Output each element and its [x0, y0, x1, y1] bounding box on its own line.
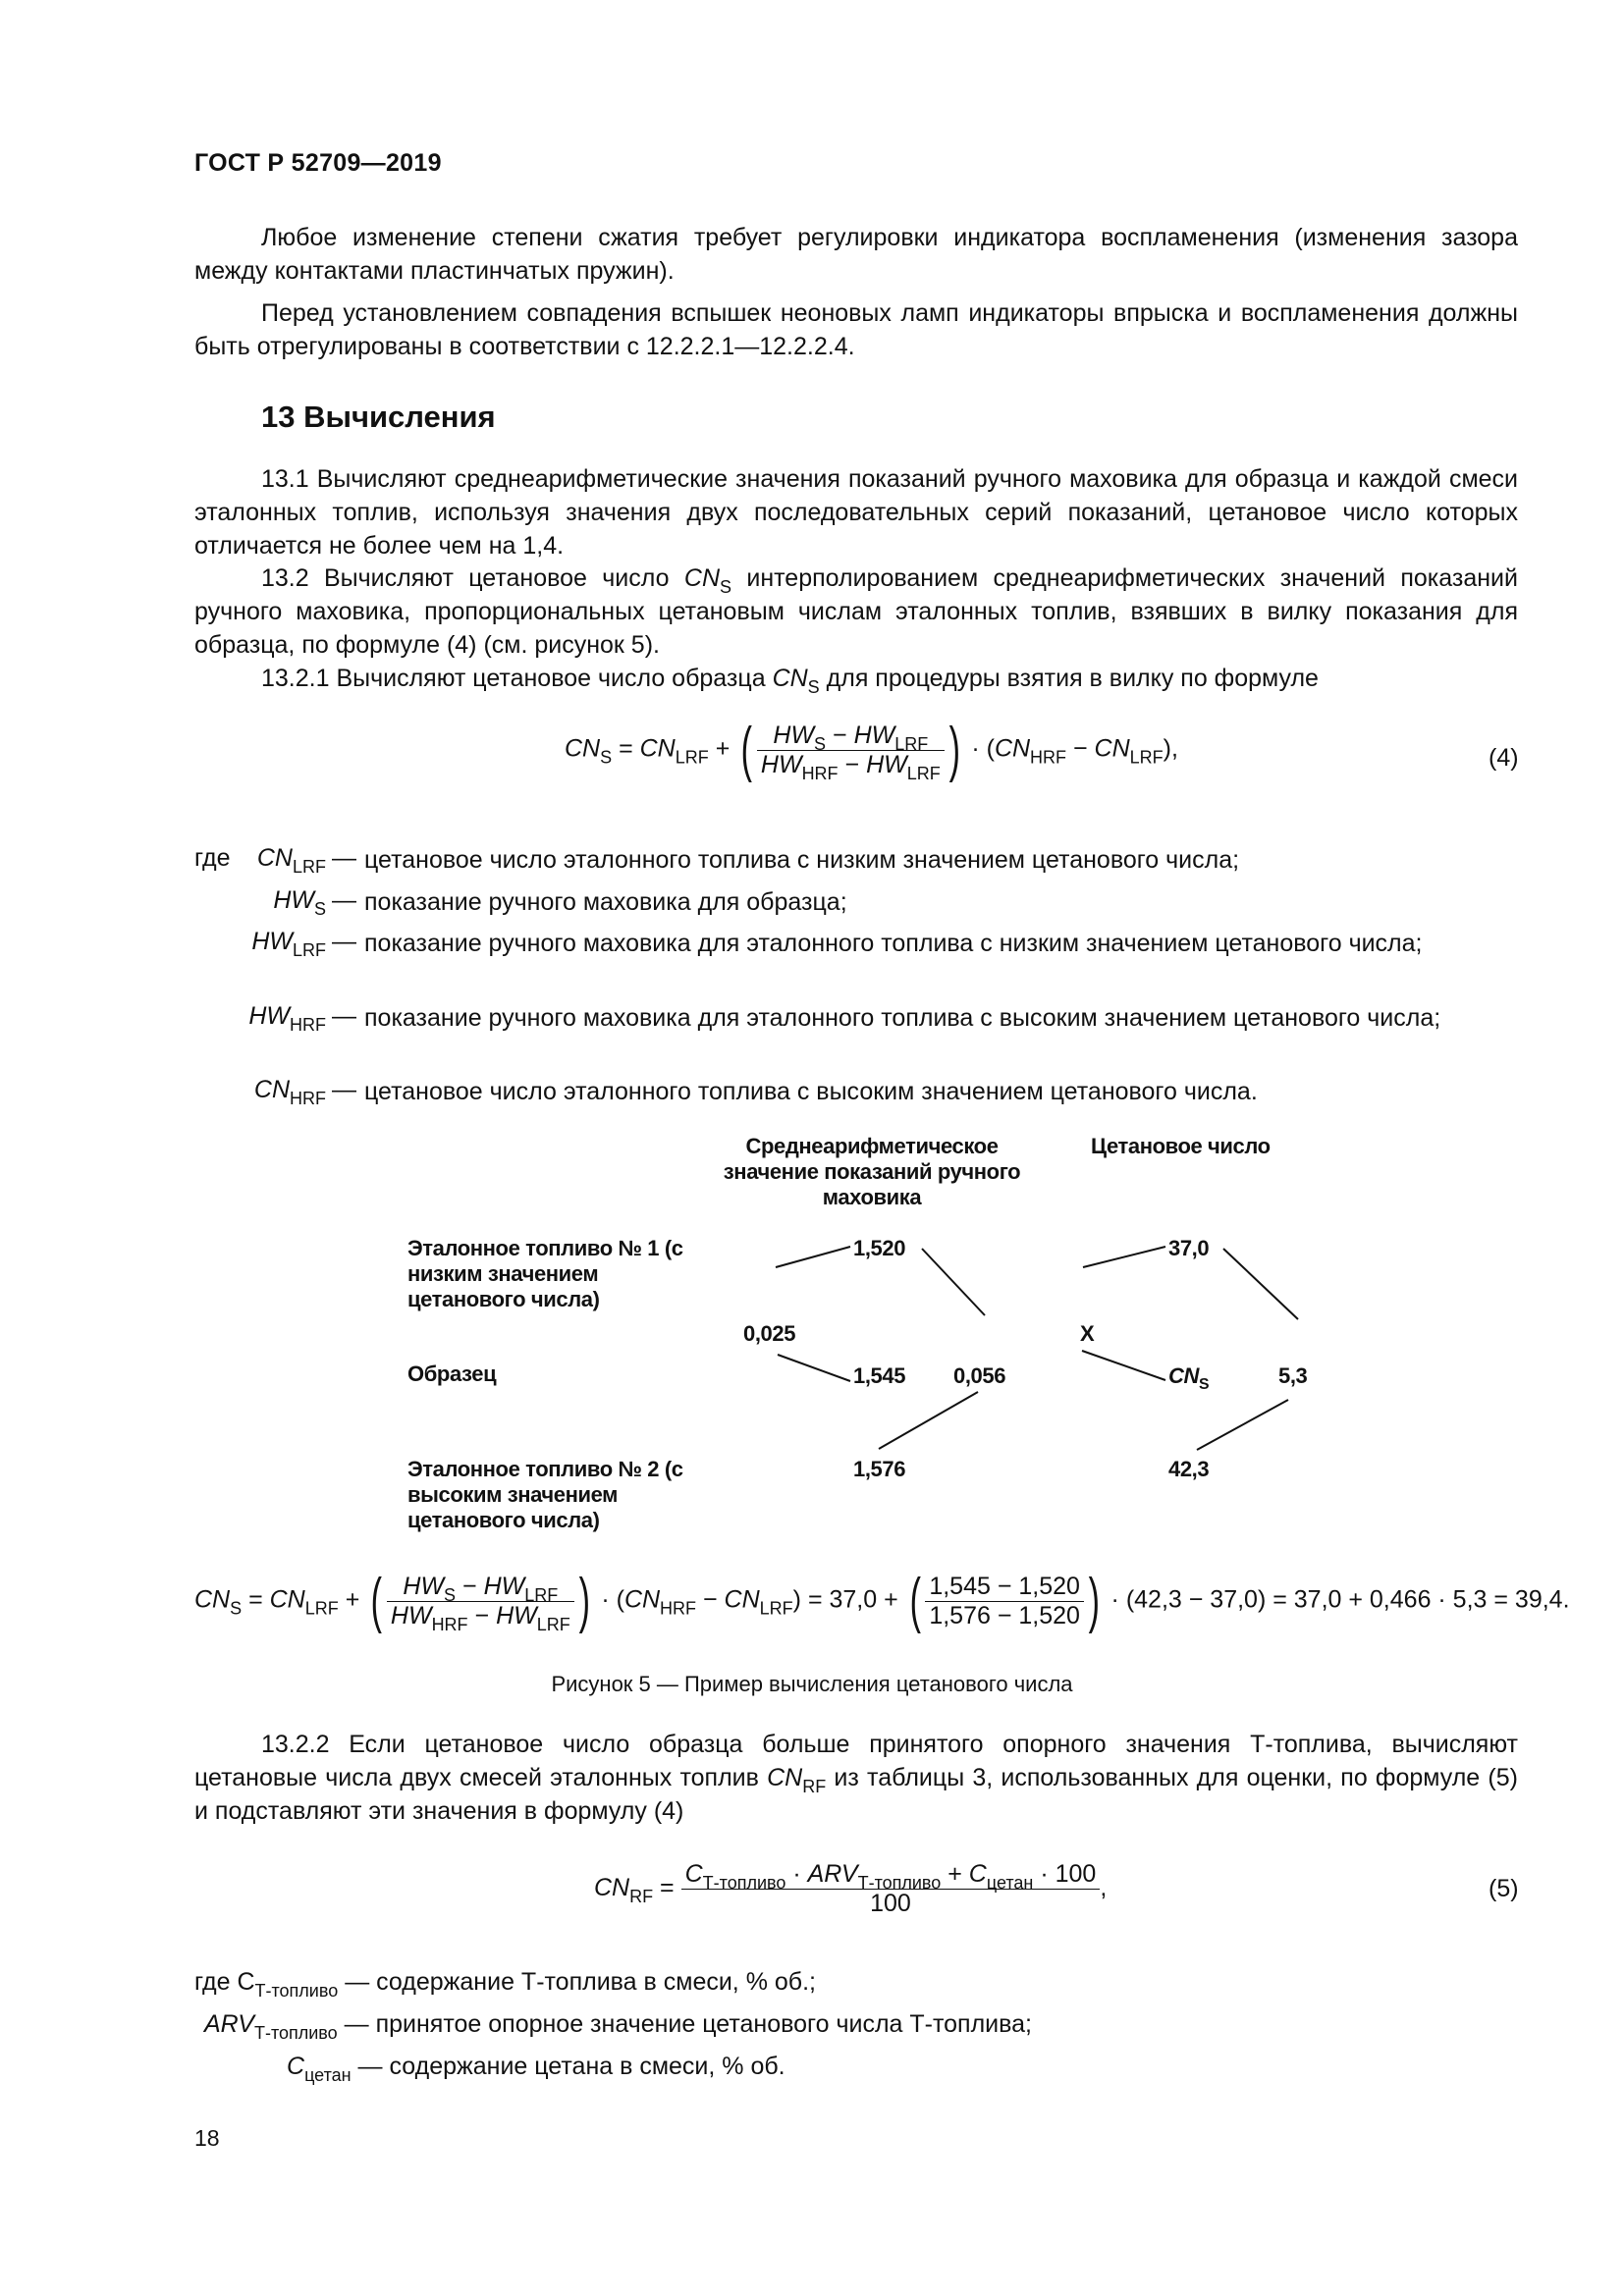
line-hw-ref2-diff: [879, 1392, 978, 1449]
formula-5: $CN_{RF}$ = $\frac{C_{Т-топливо} \cdot ARV_{Т-топливо} + C_{цетан} \cdot 100}{100}$ ,: [594, 1860, 1108, 1917]
dash: —: [332, 886, 356, 914]
definition-arv: $ARV_{Т-топливо}$ — принятое опорное значение цетанового числа Т-топлива;: [204, 2010, 1032, 2043]
document-header: ГОСТ Р 52709—2019: [194, 149, 442, 177]
paragraph-neon-lamps: Перед установлением совпадения вспышек неоновых ламп индикаторы впрыска и воспламенения должны быть отрегулированы в соответствии с 12.2.2.1—12.2.2.4.: [194, 299, 1518, 360]
formula-4-number: (4): [1489, 744, 1519, 772]
section-title: 13 Вычисления: [261, 400, 496, 434]
figure-cn-ref2: 42,3: [1168, 1457, 1210, 1481]
figure-calculation: $CN_S = CN_{LRF}$ + ( $\frac{HW_S - HW_{LRF}}{HW_{HRF} - HW_{LRF}}$ ) · $(CN_{HRF} - CN_{LRF}) = 37,0$ + ( $\frac{1,545 - 1,520}{1,576 - 1,520}$ ) · (42,3 − 37,0) = 37,0 + 0,466 · 5,3 = 39,4.: [194, 1567, 1570, 1634]
where-label-5: где $C_{Т-топливо}$ — содержание Т-топлива в смеси, % об.;: [194, 1968, 816, 2001]
line-sample-hw: [778, 1355, 850, 1381]
term-cn-hrf: $CN_{HRF}$: [253, 1076, 326, 1108]
figure-row-ref1-label: Эталонное топливо № 1 (с низким значением цетанового числа): [407, 1236, 683, 1311]
definition-hw-hrf: показание ручного маховика для эталонного топлива с высоким значением цетанового числа;: [364, 1004, 1441, 1032]
figure-hw-ref2: 1,576: [853, 1457, 906, 1481]
definition-cn-hrf: цетановое число эталонного топлива с высоким значением цетанового числа.: [364, 1078, 1258, 1105]
definition-cn-lrf: цетановое число эталонного топлива с низким значением цетанового числа;: [364, 846, 1240, 874]
figure-col2-header: Цетановое число: [1091, 1134, 1271, 1158]
paragraph-compression: Любое изменение степени сжатия требует регулировки индикатора воспламенения (изменения зазора между контактами пластинчатых пружин).: [194, 224, 1518, 285]
paragraph-13-2: 13.2 Вычисляют цетановое число $CN_S$ интерполированием среднеарифметических значений показаний ручного маховика, пропорциональных цетановым числам эталонных топлив, взявших в вилку показания для образца, по формуле (4) (см. рисунок 5).: [194, 564, 1518, 659]
line-ref1-hw: [776, 1247, 850, 1267]
term-cn-lrf: $CN_{LRF}$: [256, 844, 326, 877]
dash: —: [332, 1076, 356, 1103]
term-hw-lrf: $HW_{LRF}$: [251, 928, 326, 960]
line-cn-ref2-diff: [1197, 1400, 1288, 1450]
line-sample-cn: [1082, 1351, 1165, 1380]
line-ref1-cn: [1083, 1247, 1165, 1267]
definition-c-cetane: $C_{цетан}$ — содержание цетана в смеси, % об.: [287, 2053, 785, 2085]
definition-hw-lrf: показание ручного маховика для эталонного топлива с низким значением цетанового числа;: [364, 930, 1423, 957]
figure-row-ref2-label: Эталонное топливо № 2 (с высоким значением цетанового числа): [407, 1457, 683, 1532]
formula-4: $CN_S = CN_{LRF}$ + ( $\frac{HW_S - HW_{LRF}}{HW_{HRF} - HW_{LRF}}$ ) · $(CN_{HRF} - CN_{LRF})$,: [565, 716, 1178, 783]
paragraph-13-1: 13.1 Вычисляют среднеарифметические значения показаний ручного маховика для образца и каждой смеси эталонных топлив, используя значения двух последовательных серий показаний, цетановое число которых отличается не более чем на 1,4.: [194, 465, 1518, 560]
where-label: где: [194, 844, 231, 872]
definition-hw-s: показание ручного маховика для образца;: [364, 888, 847, 916]
dash: —: [332, 844, 356, 872]
dash: —: [332, 1002, 356, 1030]
term-hw-hrf: $HW_{HRF}$: [248, 1002, 326, 1035]
term-hw-s: $HW_S$: [273, 886, 326, 919]
figure-hw-ref1: 1,520: [853, 1236, 906, 1260]
dash: —: [332, 928, 356, 955]
figure-caption: Рисунок 5 — Пример вычисления цетанового числа: [551, 1672, 1073, 1696]
line-cn-ref1-diff: [1223, 1249, 1298, 1319]
figure-row-sample-label: Образец: [407, 1362, 497, 1386]
figure-cn-ref1: 37,0: [1168, 1236, 1210, 1260]
figure-cn-sample: $CN_S$: [1168, 1363, 1210, 1394]
figure-col1-header: Среднеарифметическое значение показаний ручного маховика: [723, 1134, 1021, 1209]
paragraph-13-2-1: 13.2.1 Вычисляют цетановое число образца $CN_S$ для процедуры взятия в вилку по формуле: [261, 665, 1319, 697]
figure-hw-sample: 1,545: [853, 1363, 906, 1388]
figure-cn-diff: 5,3: [1278, 1363, 1308, 1388]
figure-diff-small: 0,025: [743, 1321, 796, 1346]
paragraph-13-2-2: 13.2.2 Если цетановое число образца больше принятого опорного значения Т-топлива, вычисляют цетановые числа двух смесей эталонных топлив $CN_{RF}$ из таблицы 3, использованных для оценки, по формуле (5) и подставляют эти значения в формулу (4): [194, 1731, 1518, 1825]
page-number: 18: [194, 2125, 220, 2151]
figure-diff-large: 0,056: [953, 1363, 1006, 1388]
formula-5-number: (5): [1489, 1875, 1519, 1902]
line-hw-ref1-diff: [922, 1249, 985, 1315]
figure-cn-unknown: X: [1080, 1321, 1095, 1346]
